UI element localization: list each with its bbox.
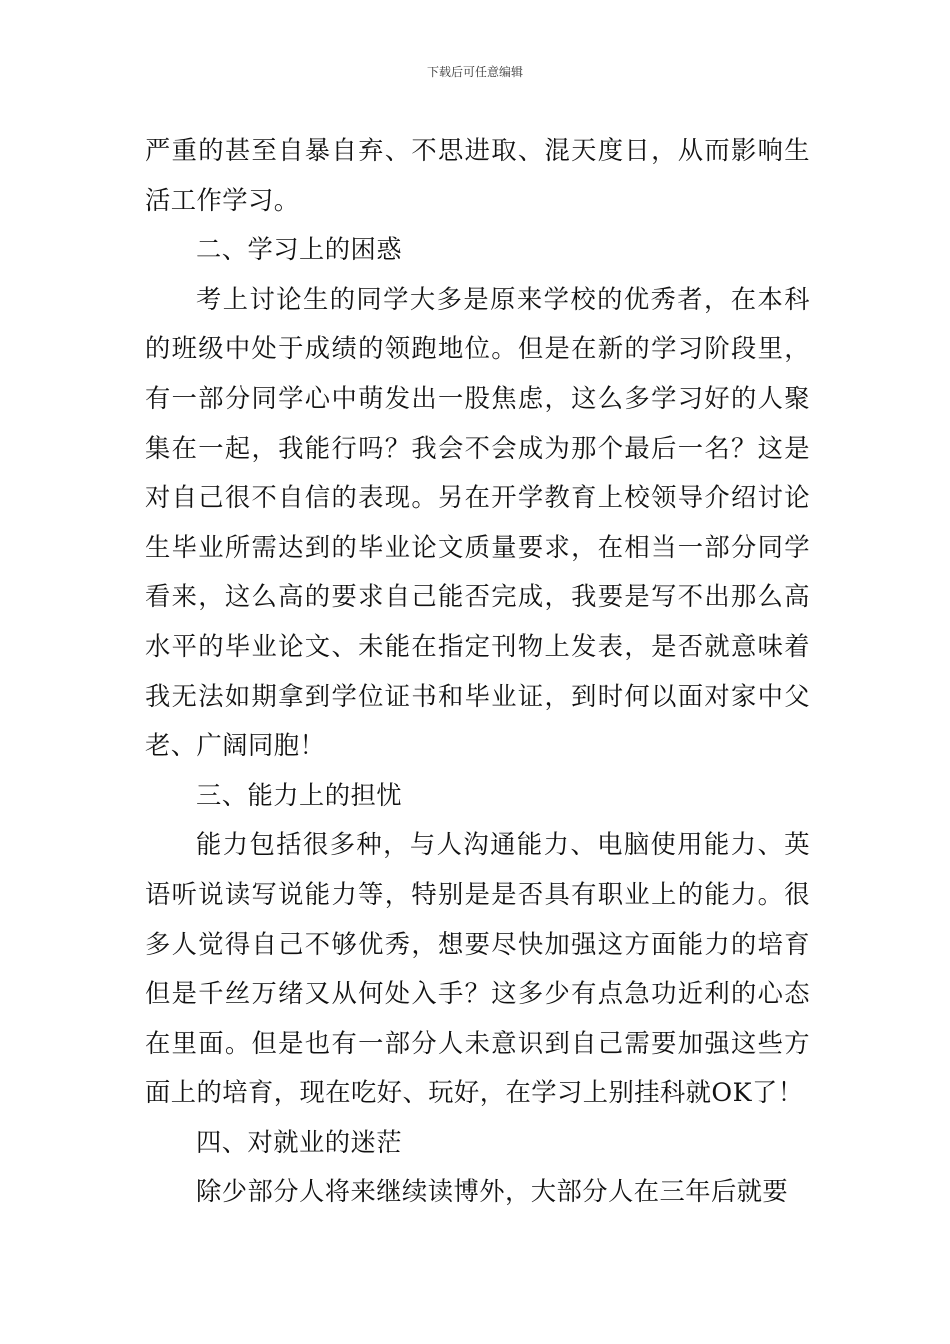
paragraph-learning: 考上讨论生的同学大多是原来学校的优秀者，在本科的班级中处于成绩的领跑地位。但是在新的学习阶段里，有一部分同学心中萌发出一股焦虑，这么多学习好的人聚集在一起，我能行吗？我会不会成为那个最后一名？这是对自己很不自信的表现。另在开学教育上校领导介绍讨论生毕业所需达到的毕业论文质量要求，在相当一部分同学看来，这么高的要求自己能否完成，我要是写不出那么高水平的毕业论文、未能在指定刊物上发表，是否就意味着我无法如期拿到学位证书和毕业证，到时何以面对家中父老、广阔同胞！ [145, 284, 810, 761]
paragraph-continuation: 严重的甚至自暴自弃、不思进取、混天度日，从而影响生活工作学习。 [145, 136, 810, 215]
paragraph-ability: 能力包括很多种，与人沟通能力、电脑使用能力、英语听说读写说能力等，特别是是否具有职业上的能力。很多人觉得自己不够优秀，想要尽快加强这方面能力的培育但是千丝万绪又从何处入手？这多少有点急功近利的心态在里面。但是也有一部分人未意识到自己需要加强这些方面上的培育，现在吃好、玩好，在学习上别挂科就OK了！ [145, 830, 810, 1108]
paragraph-employment: 除少部分人将来继续读博外，大部分人在三年后就要 [196, 1177, 789, 1207]
section-heading-learning: 二、学习上的困惑 [196, 235, 402, 265]
document-body [145, 126, 810, 1217]
section-heading-employment: 四、对就业的迷茫 [196, 1127, 402, 1157]
page-header: 下载后可任意编辑 [426, 65, 523, 79]
section-heading-ability: 三、能力上的担忧 [196, 780, 402, 810]
